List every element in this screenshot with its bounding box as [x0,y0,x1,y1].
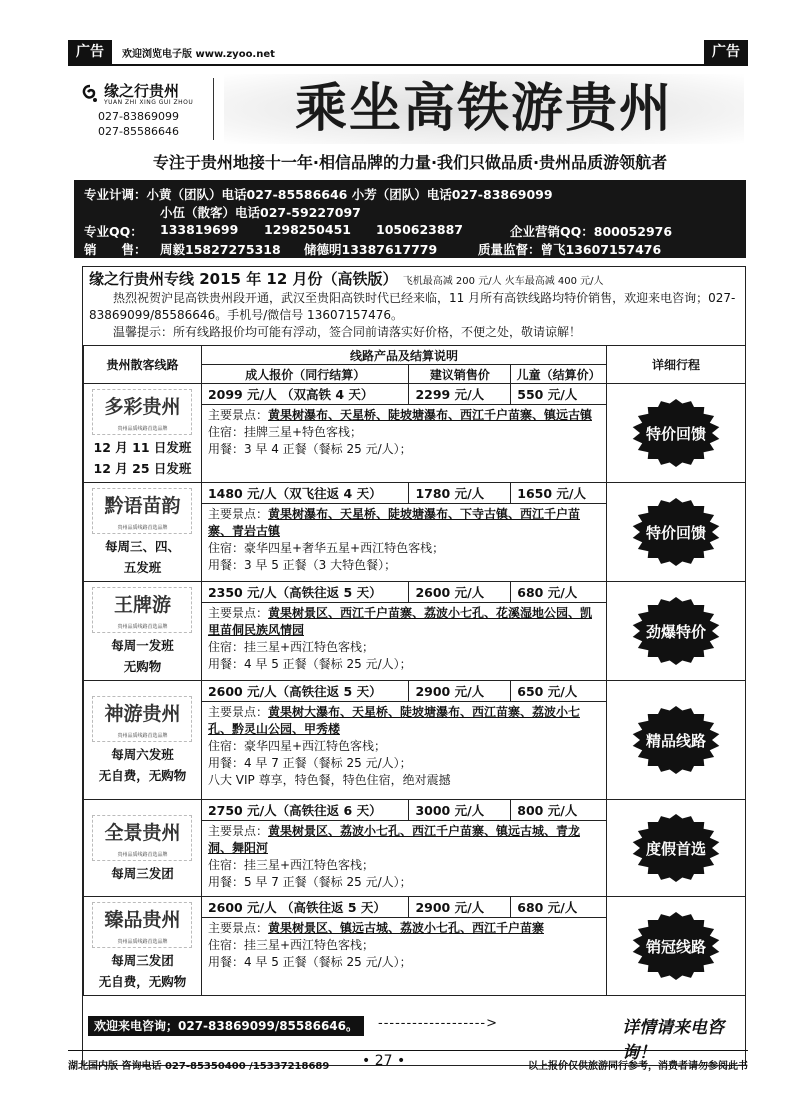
route-badge[interactable] [631,496,721,568]
route-logo [92,815,192,861]
route-adult-price: 2350 元/人（高铁往返 5 天） [201,582,408,603]
route-badge[interactable] [631,595,721,667]
headline: 乘坐高铁游贵州 [224,74,744,144]
route-logo [92,696,192,742]
header-suggest: 建议销售价 [409,365,511,384]
route-departure-2: 无自费，无购物 [98,768,187,783]
route-spots-list: 黄果树景区、镇远古城、荔波小七孔、西江千户苗寨 [267,921,544,935]
route-badge-cell [607,582,746,681]
route-suggest-price: 2900 元/人 [409,897,511,918]
route-badge-label: 特价回馈 [646,524,707,542]
route-spots-label: 主要景点： [207,705,268,719]
route-departure-1: 每周三、四、 [104,539,180,554]
route-adult-price: 2600 元/人（高铁往返 5 天） [201,681,408,702]
route-logo-text: 多彩贵州 [104,396,181,418]
route-logo-sub: 贵州品质线路首选品牌 [117,733,168,739]
route-logo-text: 全景贵州 [104,821,181,844]
route-stay: 住宿：豪华四星+西江特色客栈； [207,739,387,753]
slogan: 专注于贵州地接十一年·相信品牌的力量·我们只做品质·贵州品质游领航者 [152,153,668,172]
route-suggest-price: 2600 元/人 [409,582,511,603]
route-spots-list: 黄果树瀑布、天星桥、陡坡塘瀑布、下寺古镇、西江千户苗寨、青岩古镇 [207,507,580,539]
ad-label-left: 广告 [68,40,112,64]
route-badge[interactable] [631,910,721,982]
planner-line-1: 专业计调：小黄（团队）电话027-85586646 小芳（团队）电话027-83869099 [84,187,553,202]
route-departure-1: 每周三发团 [111,865,174,881]
footer-disclaimer: 以上报价仅供旅游同行参考，消费者请勿参阅此书 [528,1061,748,1072]
route-child-price: 550 元/人 [511,384,607,405]
route-child-price: 680 元/人 [511,582,607,603]
route-suggest-price: 3000 元/人 [409,800,511,821]
route-badge-label: 度假首选 [646,840,707,858]
route-detail [201,821,606,897]
route-name-cell [84,483,202,582]
route-badge-label: 销冠线路 [646,938,707,956]
route-spots-label: 主要景点： [207,824,268,838]
route-logo-sub: 贵州品质线路首选品牌 [117,525,168,531]
route-logo-text: 神游贵州 [104,703,181,725]
route-spots-list: 黄果树景区、荔波小七孔、西江千户苗寨、镇远古城、青龙洞、舞阳河 [207,824,580,855]
route-adult-price: 2600 元/人 （高铁往返 5 天） [201,897,408,918]
qq-2: 1298250451 [264,222,351,237]
ad-label-right: 广告 [704,40,748,64]
route-logo [92,587,192,633]
route-meal: 用餐：4 早 7 正餐（餐标 25 元/人）； [207,756,412,770]
route-meal: 用餐：4 早 5 正餐（餐标 25 元/人）； [207,657,412,672]
route-badge-label: 特价回馈 [646,425,707,443]
planner-line-2: 小伍（散客）电话027-59227097 [160,205,361,220]
qq-3: 1050623887 [376,222,463,237]
route-badge-label: 劲爆特价 [646,623,707,641]
intro-title: 缘之行贵州专线 2015 年 12 月份（高铁版） [89,270,398,288]
route-badge-cell [607,897,746,996]
routes-body [84,384,746,996]
route-extra: 八大 VIP 尊享，特色餐，特色住宿，绝对震撼 [207,773,451,787]
corp-qq: 企业营销QQ：800052976 [510,224,673,239]
sales-label: 销 售： [84,242,147,257]
header-route: 贵州散客线路 [84,346,202,384]
logo-name: 缘之行贵州 [104,82,180,100]
route-spots [208,920,600,937]
route-price-row [84,681,746,702]
route-child-price: 800 元/人 [511,800,607,821]
welcome-text: 欢迎浏览电子版 www.zyoo.net [122,49,275,60]
route-child-price: 650 元/人 [511,681,607,702]
route-price-row [84,384,746,405]
route-name-cell [84,681,202,800]
route-departure-2: 五发班 [123,560,162,575]
company-logo [74,78,214,140]
footer-call-bar [82,1012,746,1063]
route-detail [201,702,606,800]
brand-header [74,74,744,144]
route-logo-sub: 贵州品质线路首选品牌 [117,624,168,630]
route-detail [201,504,606,582]
route-badge[interactable] [631,812,721,884]
route-meal: 用餐：3 早 4 正餐（餐标 25 元/人）； [207,442,412,457]
route-badge-cell [607,483,746,582]
route-name-cell [84,897,202,996]
header-child: 儿童（结算价） [511,365,607,384]
route-meal: 用餐：3 早 5 正餐（3 大特色餐）； [207,558,397,573]
route-logo-text: 黔语苗韵 [104,495,181,517]
route-spots [208,704,600,738]
route-spots-label: 主要景点： [207,606,268,621]
sales-1: 周毅15827275318 [160,242,281,257]
footer-edition: 湖北国内版 咨询电话 027-85350400 /15337218689 [68,1061,330,1072]
qq-1: 133819699 [160,222,239,237]
route-departure-1: 12 月 11 日发班 [93,440,192,455]
route-spots-list: 黄果树大瀑布、天星桥、陡坡塘瀑布、西江苗寨、荔波小七孔、黔灵山公园、甲秀楼 [207,705,580,736]
sales-2: 储德明13387617779 [304,242,438,257]
intro-title-note: 飞机最高减 200 元/人 火车最高减 400 元/人 [402,276,604,287]
route-stay: 住宿：挂三星+西江特色客栈； [207,938,375,952]
route-logo-sub: 贵州品质线路首选品牌 [117,426,168,432]
route-badge-label: 精品线路 [646,732,707,750]
route-spots [208,407,600,424]
route-spots-label: 主要景点： [207,408,268,423]
route-adult-price: 1480 元/人（双飞往返 4 天） [201,483,408,504]
page-number: • 27 • [362,1053,406,1069]
intro-notice: 温馨提示：所有线路报价均可能有浮动，签合同前请落实好价格，不便之处，敬请谅解！ [113,325,582,339]
route-badge[interactable] [631,397,721,469]
route-logo-text: 王牌游 [113,594,171,616]
logo-pinyin: YUAN ZHI XING GUI ZHOU [104,99,194,106]
route-logo [92,488,192,534]
route-spots [208,506,600,540]
route-suggest-price: 2900 元/人 [409,681,511,702]
route-stay: 住宿：挂三星+西江特色客栈； [207,858,375,872]
route-adult-price: 2099 元/人 （双高铁 4 天） [201,384,408,405]
route-detail [201,405,606,483]
intro-paragraph: 热烈祝贺沪昆高铁贵州段开通，武汉至贵阳高铁时代已经来临，11 月所有高铁线路均特价销售，欢迎来电咨询；027-83869099/85586646。手机号/微信号 13607157476。 [89,291,736,322]
route-adult-price: 2750 元/人（高铁往返 6 天） [201,800,408,821]
route-name-cell [84,800,202,897]
swirl-logo-icon [80,84,100,104]
route-price-row [84,582,746,603]
route-spots-label: 主要景点： [207,507,268,522]
route-departure-2: 无购物 [123,659,162,674]
route-price-row [84,800,746,821]
route-suggest-price: 2299 元/人 [409,384,511,405]
page-footer [68,1050,748,1072]
route-departure-1: 每周三发团 [111,953,174,968]
route-child-price: 680 元/人 [511,897,607,918]
top-bar [68,40,748,66]
route-departure-1: 每周一发班 [111,638,174,653]
footer-call-text: 欢迎来电咨询；027-83869099/85586646。 [88,1016,364,1036]
route-meal: 用餐：5 早 7 正餐（餐标 25 元/人）； [207,875,412,889]
route-stay: 住宿：挂牌三星+特色客栈； [207,425,363,440]
route-logo-sub: 贵州品质线路首选品牌 [117,851,168,858]
route-detail [201,603,606,681]
route-logo [92,902,192,948]
main-panel [82,266,746,1066]
route-logo-sub: 贵州品质线路首选品牌 [117,939,168,945]
route-detail [201,918,606,996]
route-spots-label: 主要景点： [207,921,268,935]
route-departure-2: 12 月 25 日发班 [93,461,192,476]
route-logo [92,389,192,435]
header-detail: 详细行程 [607,346,746,384]
route-badge-cell [607,681,746,800]
logo-phone-1: 027-83869099 [98,110,179,123]
header-adult: 成人报价（同行结算） [201,365,408,384]
route-name-cell [84,582,202,681]
route-price-row [84,483,746,504]
logo-phone-2: 027-85586646 [98,125,179,138]
route-stay: 住宿：挂三星+西江特色客栈； [207,640,375,655]
route-stay: 住宿：豪华四星+奢华五星+西江特色客栈； [207,541,445,556]
route-spots [208,823,600,857]
qq-label: 专业QQ： [84,224,143,239]
route-spots [208,605,600,639]
route-name-cell [84,384,202,483]
route-price-row [84,897,746,918]
route-badge-cell [607,800,746,897]
intro-section [89,271,739,341]
header-products: 线路产品及结算说明 [201,346,606,365]
route-meal: 用餐：4 早 5 正餐（餐标 25 元/人）； [207,955,412,969]
routes-table [83,345,746,996]
route-spots-list: 黄果树瀑布、天星桥、陡坡塘瀑布、西江千户苗寨、镇远古镇 [267,408,592,423]
route-departure-2: 无自费，无购物 [98,974,187,989]
footer-dashes: -------------------> [378,1016,499,1031]
route-badge[interactable] [631,704,721,776]
route-logo-text: 臻品贵州 [104,909,181,931]
route-badge-cell [607,384,746,483]
intro-title-line [89,271,739,290]
route-spots-list: 黄果树景区、西江千户苗寨、荔波小七孔、花溪湿地公园、凯里苗侗民族风情园 [207,606,592,638]
footer-more-info: 详情请来电咨询！ [622,1018,724,1063]
quality-supervisor: 质量监督：曾飞13607157476 [478,242,662,257]
route-departure-1: 每周六发班 [111,747,174,762]
route-suggest-price: 1780 元/人 [409,483,511,504]
contact-bar [74,180,746,258]
route-child-price: 1650 元/人 [511,483,607,504]
